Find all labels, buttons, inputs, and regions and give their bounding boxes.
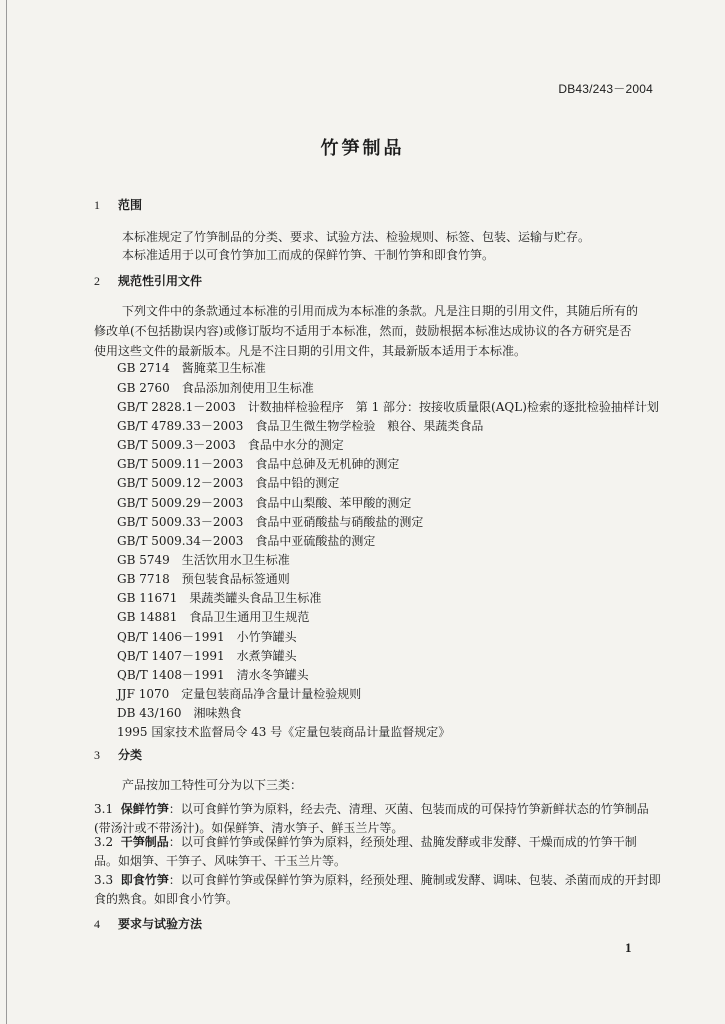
class-definition: ：以可食鲜竹笋为原料，经去壳、清理、灭菌、包装而成的可保持竹笋新鲜状态的竹笋制品: [168, 802, 649, 816]
reference-item: GB 5749 生活饮用水卫生标准: [117, 553, 290, 567]
reference-item: GB 14881 食品卫生通用卫生规范: [117, 610, 310, 624]
section-1-heading: [94, 196, 142, 213]
class-3-3-line: [94, 871, 661, 888]
reference-item: GB/T 5009.34－2003 食品中亚硫酸盐的测定: [117, 534, 376, 548]
refs-intro-line: 下列文件中的条款通过本标准的引用而成为本标准的条款。凡是注日期的引用文件，其随后所有的: [122, 304, 639, 318]
class-term: 即食竹笋: [120, 873, 169, 887]
refs-intro-line: 使用这些文件的最新版本。凡是不注日期的引用文件，其最新版本适用于本标准。: [94, 344, 527, 358]
classification-intro: 产品按加工特性可分为以下三类：: [122, 778, 303, 792]
reference-item: GB/T 5009.3－2003 食品中水分的测定: [117, 438, 344, 452]
section-3-heading: [94, 746, 142, 763]
reference-item: DB 43/160 湘味熟食: [117, 706, 242, 720]
class-3-1-continuation: (带汤汁或不带汤汁)。如保鲜笋、清水笋子、鲜玉兰片等。: [94, 821, 404, 835]
reference-item: GB/T 5009.12－2003 食品中铅的测定: [117, 476, 340, 490]
section-title: 要求与试验方法: [118, 917, 203, 931]
class-3-2-continuation: 品。如烟笋、干笋子、风味笋干、干玉兰片等。: [94, 854, 347, 868]
reference-item: GB/T 5009.29－2003 食品中山梨酸、苯甲酸的测定: [117, 496, 412, 510]
reference-item: QB/T 1408－1991 清水冬笋罐头: [117, 668, 309, 682]
section-number: 2: [94, 274, 100, 288]
section-number: 3: [94, 748, 100, 762]
class-3-1-line: [94, 800, 649, 817]
reference-item: JJF 1070 定量包装商品净含量计量检验规则: [117, 687, 362, 701]
section-number: 4: [94, 917, 100, 931]
document-code: DB43/243－2004: [558, 82, 653, 96]
reference-item: GB 7718 预包装食品标签通则: [117, 572, 290, 586]
refs-intro-line: 修改单(不包括勘误内容)或修订版均不适用于本标准，然而，鼓励根据本标准达成协议的各方研究是否: [94, 324, 632, 338]
reference-item: QB/T 1406－1991 小竹笋罐头: [117, 630, 297, 644]
section-number: 1: [94, 198, 100, 212]
class-definition: ：以可食鲜竹笋或保鲜竹笋为原料，经预处理、盐腌发酵或非发酵、干燥而成的竹笋干制: [168, 835, 637, 849]
reference-item: GB 2714 酱腌菜卫生标准: [117, 361, 266, 375]
section-2-heading: [94, 272, 202, 289]
reference-item: GB/T 5009.11－2003 食品中总砷及无机砷的测定: [117, 457, 400, 471]
class-3-3-continuation: 食的熟食。如即食小竹笋。: [94, 892, 239, 906]
reference-item: 1995 国家技术监督局令 43 号《定量包装商品计量监督规定》: [117, 725, 451, 739]
section-title: 分类: [118, 748, 143, 762]
class-number: 3.3: [94, 873, 114, 887]
class-3-2-line: [94, 833, 637, 850]
class-number: 3.2: [94, 835, 114, 849]
reference-item: GB 2760 食品添加剂使用卫生标准: [117, 381, 314, 395]
reference-item: QB/T 1407－1991 水煮笋罐头: [117, 649, 297, 663]
reference-item: GB/T 4789.33－2003 食品卫生微生物学检验 粮谷、果蔬类食品: [117, 419, 484, 433]
class-definition: ：以可食鲜竹笋或保鲜竹笋为原料，经预处理、腌制或发酵、调味、包装、杀菌而成的开封即: [168, 873, 661, 887]
reference-item: GB 11671 果蔬类罐头食品卫生标准: [117, 591, 322, 605]
page-number: 1: [625, 940, 632, 955]
class-number: 3.1: [94, 802, 114, 816]
reference-item: GB/T 2828.1－2003 计数抽样检验程序 第 1 部分：按接收质量限(AQL)检索的逐批检验抽样计划: [117, 400, 659, 414]
document-title: 竹笋制品: [320, 138, 405, 159]
scope-paragraph-line: 本标准适用于以可食竹笋加工而成的保鲜竹笋、干制竹笋和即食竹笋。: [122, 248, 495, 262]
reference-item: GB/T 5009.33－2003 食品中亚硝酸盐与硝酸盐的测定: [117, 515, 424, 529]
scope-paragraph-line: 本标准规定了竹笋制品的分类、要求、试验方法、检验规则、标签、包装、运输与贮存。: [122, 230, 591, 244]
section-4-heading: [94, 915, 202, 932]
section-title: 规范性引用文件: [118, 274, 203, 288]
section-title: 范围: [118, 198, 143, 212]
class-term: 保鲜竹笋: [120, 802, 169, 816]
class-term: 干笋制品: [120, 835, 169, 849]
